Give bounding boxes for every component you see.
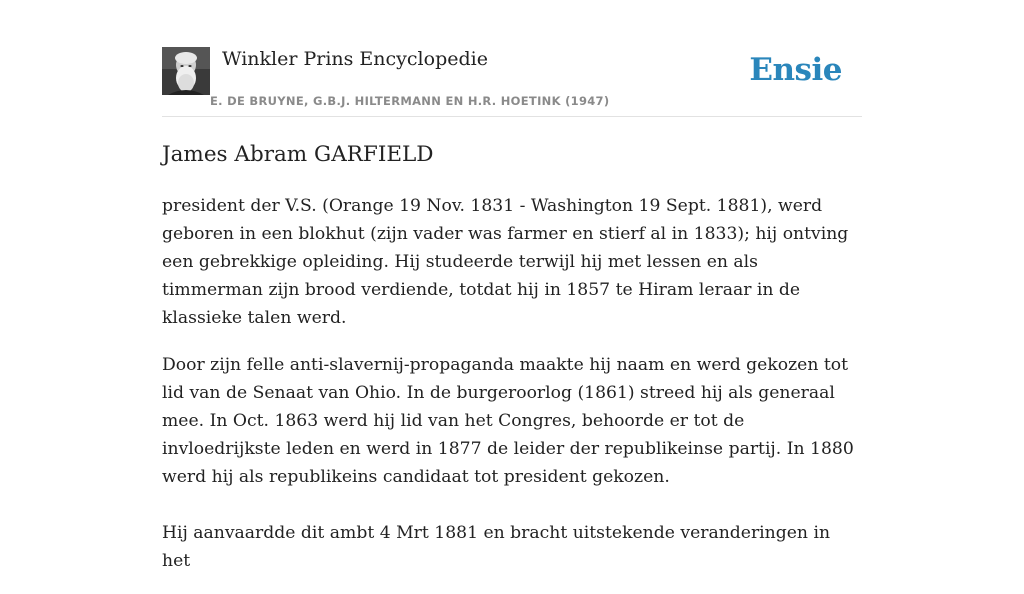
article-paragraph: Door zijn felle anti-slavernij-propaganda maakte hij naam en werd gekozen tot lid van de Senaat van Ohio. In de burgeroorlog (1861) streed hij als generaal mee. In Oct. 1863 werd hij lid van het Congres, behoorde er tot de invloedrijkste leden en werd in 1877 de leider der republikeinse partij. In 1880 werd hij als republikeins candidaat tot president gekozen.: [162, 355, 854, 487]
portrait-image: [162, 47, 210, 95]
brand-logo[interactable]: Ensie: [749, 52, 842, 88]
article-body: [162, 192, 862, 594]
publication-authors: E. DE BRUYNE, G.B.J. HILTERMANN EN H.R. HOETINK (1947): [210, 94, 610, 108]
publication-title[interactable]: Winkler Prins Encyclopedie: [222, 48, 488, 70]
article-paragraph: president der V.S. (Orange 19 Nov. 1831 - Washington 19 Sept. 1881), werd geboren in een blokhut (zijn vader was farmer en stierf al in 1833); hij ontving een gebrekkige opleiding. Hij studeerde terwijl hij met lessen en als timmerman zijn brood verdiende, totdat hij in 1857 te Hiram leraar in de klassieke talen werd.: [162, 196, 849, 328]
publication-header: [162, 46, 862, 117]
article-title: James Abram GARFIELD: [162, 142, 434, 167]
article-paragraph: Hij aanvaardde dit ambt 4 Mrt 1881 en bracht uitstekende veranderingen in het: [162, 523, 831, 571]
author-portrait-icon[interactable]: [162, 47, 210, 95]
